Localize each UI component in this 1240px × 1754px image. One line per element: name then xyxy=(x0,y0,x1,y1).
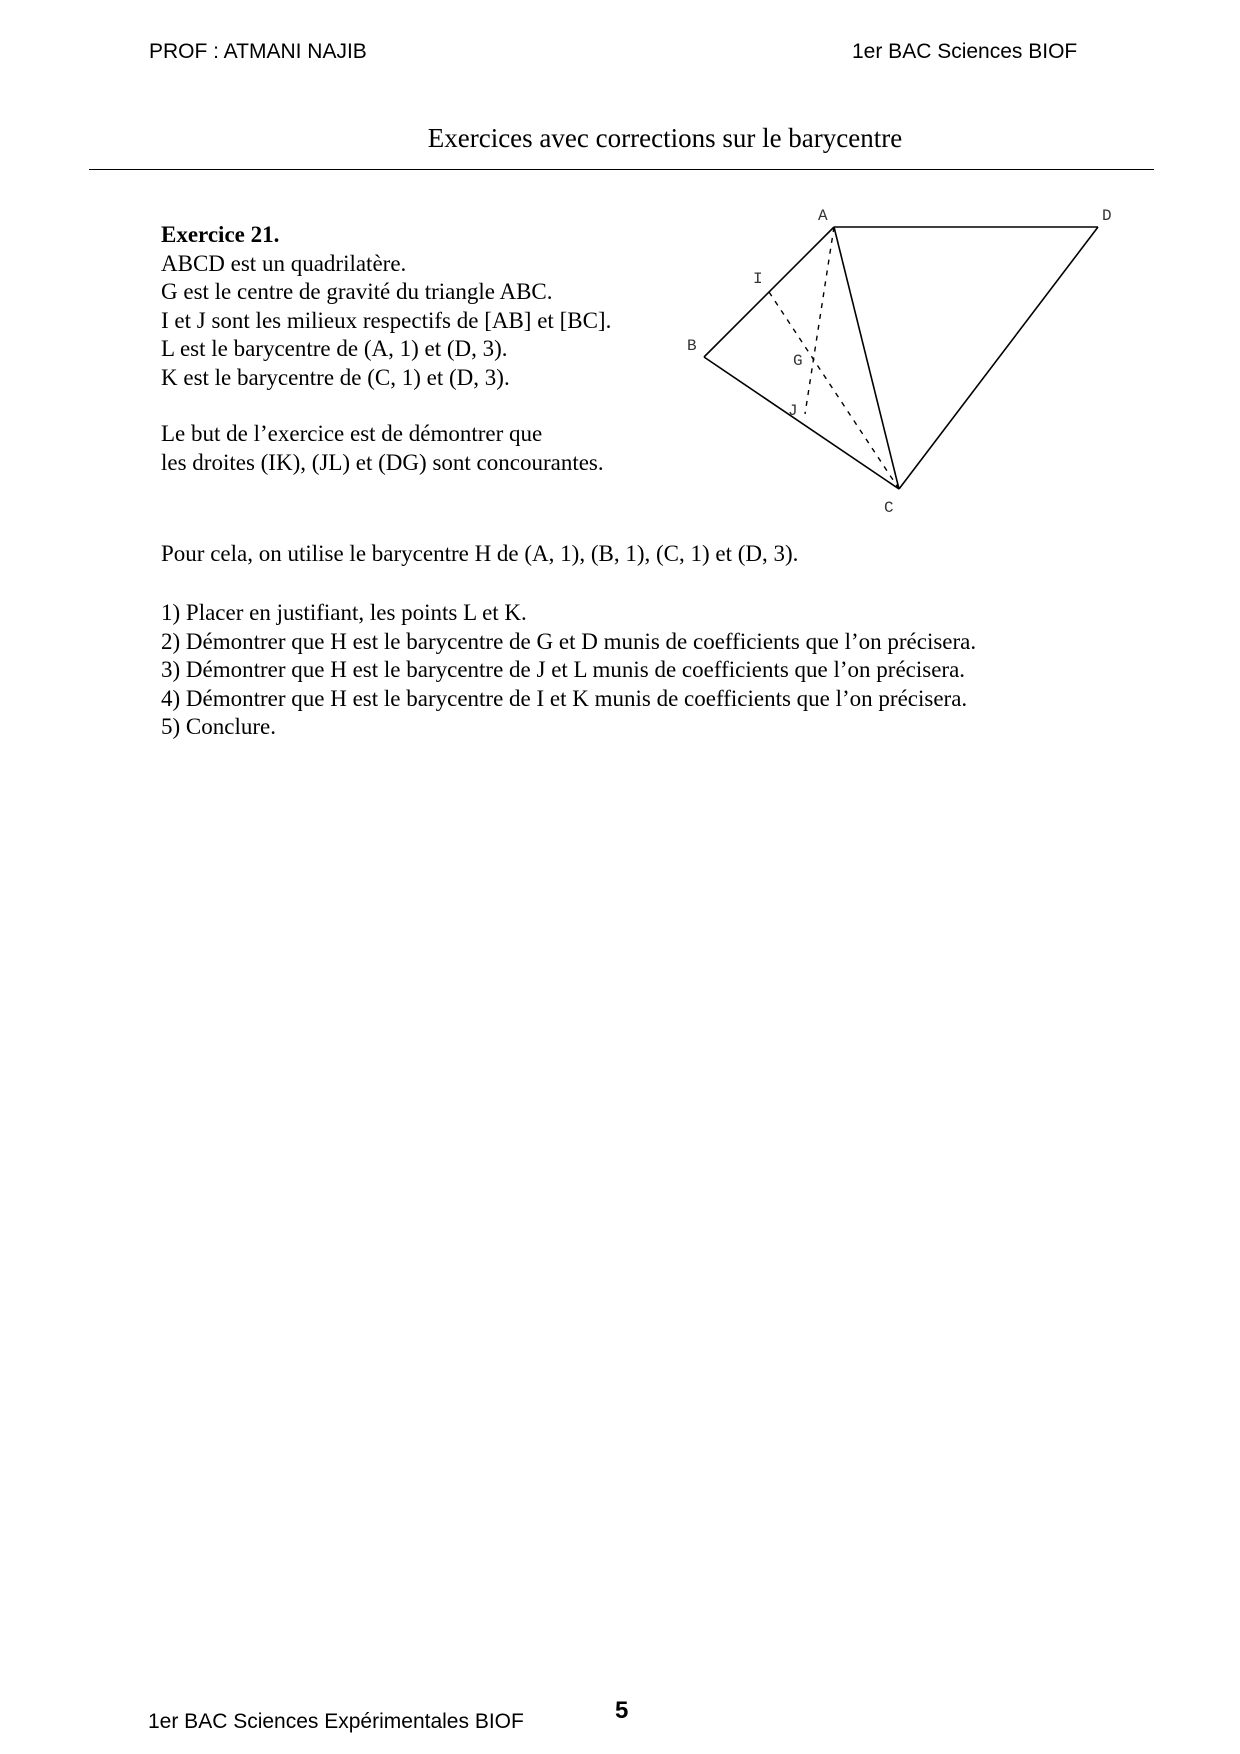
title-divider xyxy=(89,169,1154,170)
statement-line: ABCD est un quadrilatère. xyxy=(161,250,407,276)
label-D: D xyxy=(1102,207,1112,225)
question-item: 1) Placer en justifiant, les points L et K. xyxy=(161,600,527,625)
label-G: G xyxy=(793,352,803,370)
goal-line: Le but de l’exercice est de démontrer que xyxy=(161,421,543,446)
label-J: J xyxy=(788,402,798,420)
statement-line: L est le barycentre de (A, 1) et (D, 3). xyxy=(161,336,508,361)
median-C-I xyxy=(769,292,899,489)
median-A-J xyxy=(805,227,834,414)
label-I: I xyxy=(753,270,763,288)
question-item: 3) Démontrer que H est le barycentre de J et L munis de coefficients que l’on précisera. xyxy=(161,657,966,682)
statement-line: K est le barycentre de (C, 1) et (D, 3). xyxy=(161,364,510,390)
method-intro: Pour cela, on utilise le barycentre H de (A, 1), (B, 1), (C, 1) et (D, 3). xyxy=(161,541,799,566)
label-B: B xyxy=(687,337,697,355)
quadrilateral-diagram xyxy=(680,200,1120,530)
segment-BC xyxy=(704,357,899,489)
segment-DC xyxy=(899,227,1098,489)
label-C: C xyxy=(884,499,894,517)
statement-line: G est le centre de gravité du triangle ABC. xyxy=(161,279,553,304)
question-list xyxy=(161,599,976,742)
question-item: 2) Démontrer que H est le barycentre de G et D munis de coefficients que l’on précisera. xyxy=(161,628,977,654)
exercise-title: Exercice 21. xyxy=(161,222,280,247)
header-left: PROF : ATMANI NAJIB xyxy=(149,40,367,63)
page-number: 5 xyxy=(615,1697,629,1724)
document-title: Exercices avec corrections sur le barycentre xyxy=(427,123,903,153)
segment-AC xyxy=(834,227,899,489)
exercise-statement xyxy=(161,221,701,477)
label-A: A xyxy=(818,207,828,225)
statement-line: I et J sont les milieux respectifs de [AB] et [BC]. xyxy=(161,307,612,333)
question-item: 5) Conclure. xyxy=(161,714,276,739)
question-item: 4) Démontrer que H est le barycentre de I et K munis de coefficients que l’on précisera. xyxy=(161,685,968,711)
goal-line: les droites (IK), (JL) et (DG) sont concourantes. xyxy=(161,449,604,475)
header-right: 1er BAC Sciences BIOF xyxy=(852,40,1078,63)
footer-left: 1er BAC Sciences Expérimentales BIOF xyxy=(148,1710,524,1733)
